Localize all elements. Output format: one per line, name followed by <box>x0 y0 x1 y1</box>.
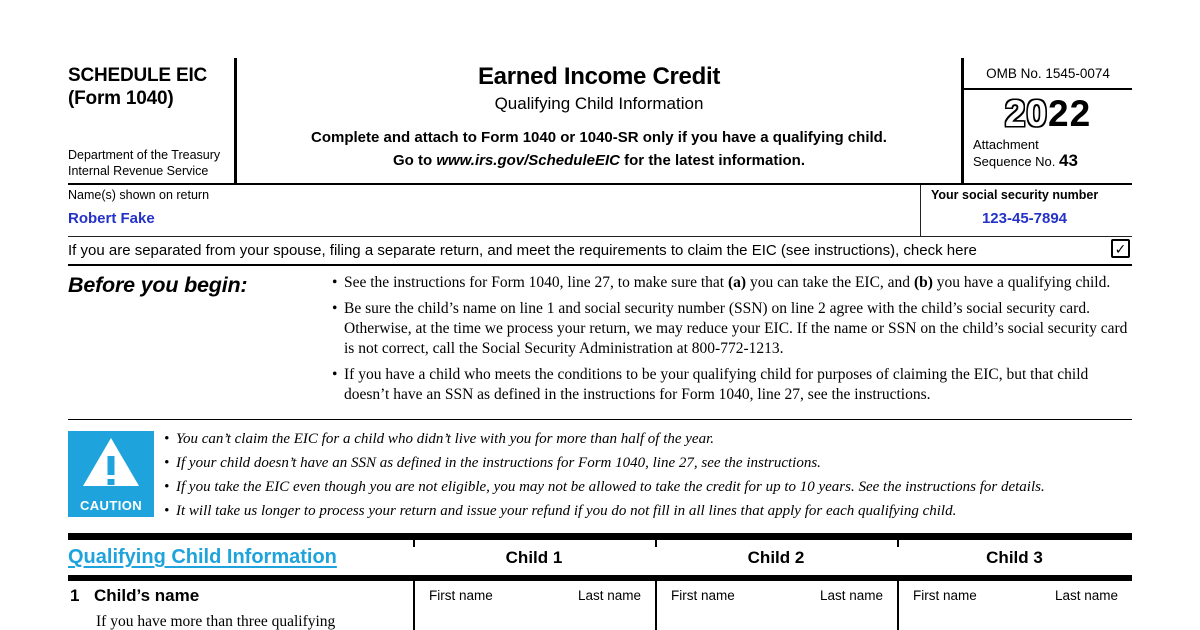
attach-instruction: Complete and attach to Form 1040 or 1040-SR only if you have a qualifying child. <box>311 129 887 146</box>
goto-prefix: Go to <box>393 152 437 169</box>
check-icon: ✓ <box>1114 240 1127 257</box>
caution-icon <box>68 431 154 517</box>
sequence-number-value: 43 <box>1059 151 1078 170</box>
form-id-block <box>68 58 237 183</box>
form-header <box>68 58 1132 185</box>
child-2-header: Child 2 <box>747 547 805 567</box>
qualifying-child-header-row <box>68 540 1132 575</box>
line-number: 1 <box>70 586 80 605</box>
child1-name-field[interactable] <box>413 581 655 630</box>
qualifying-child-info-link[interactable]: Qualifying Child Information <box>68 546 337 568</box>
separated-row <box>68 237 1132 266</box>
child-3-header: Child 3 <box>986 547 1043 567</box>
taxpayer-name-field[interactable]: Robert Fake <box>68 210 155 227</box>
table-row-childs-name <box>68 581 1132 630</box>
goto-instruction <box>237 149 961 172</box>
row1-label: Child’s name <box>94 586 200 605</box>
goto-suffix: for the latest information. <box>619 152 805 169</box>
child-1-header: Child 1 <box>505 547 563 567</box>
form-title-block <box>237 58 961 183</box>
first-name-label: First name <box>429 588 493 603</box>
name-cell <box>68 185 920 236</box>
ssn-label: Your social security number <box>931 188 1099 202</box>
sequence-number: Sequence No. 43 <box>973 151 1078 170</box>
year-outline-digits: 20 <box>1004 93 1048 134</box>
caution-bullet-1: • You can’t claim the EIC for a child who didn’t live with you for more than half of the year. <box>162 427 1132 451</box>
exclamation-dot <box>108 479 115 485</box>
before-you-begin-bullets <box>330 266 1132 419</box>
section-divider-bar <box>68 533 1132 540</box>
ssn-cell <box>920 185 1132 236</box>
instruction-bullet-1: • See the instructions for Form 1040, line 27, to make sure that (a) you can take the EIC, and (b) you have a qualifying child. <box>330 273 1130 293</box>
caution-bullet-3: • If you take the EIC even though you are not eligible, you may not be allowed to take the credit for up to 10 years. See the instructions for details. <box>162 475 1132 499</box>
last-name-label: Last name <box>819 588 883 603</box>
instruction-bullet-2: • Be sure the child’s name on line 1 and social security number (SSN) on line 2 agree with the child’s social security card. Otherwise, at the time we process your return, we may reduce your EIC. If the name or SSN on the child’s social security card is not correct, call the Social Security Administration at 800-772-1213. <box>330 299 1130 359</box>
before-you-begin-heading: Before you begin: <box>68 273 248 297</box>
row1-label-cell <box>68 581 413 630</box>
year-bold-digits: 22 <box>1048 93 1092 134</box>
agency-line-2: Internal Revenue Service <box>68 164 209 178</box>
first-name-label: First name <box>671 588 735 603</box>
separated-instruction: If you are separated from your spouse, filing a separate return, and meet the requirements to claim the EIC (see instructions), check here <box>68 242 977 259</box>
agency-line-1: Department of the Treasury <box>68 148 221 162</box>
before-you-begin-section <box>68 266 1132 420</box>
child3-name-field[interactable] <box>897 581 1132 630</box>
irs-url: www.irs.gov/ScheduleEIC <box>436 152 620 169</box>
omb-number: OMB No. 1545-0074 <box>964 58 1132 90</box>
form-sheet <box>68 58 1132 630</box>
name-ssn-row <box>68 185 1132 237</box>
row1-note: If you have more than three qualifying <box>96 613 336 630</box>
caution-bullet-2: • If your child doesn’t have an SSN as defined in the instructions for Form 1040, line 27, see the instructions. <box>162 451 1132 475</box>
separated-checkbox[interactable] <box>1111 239 1130 258</box>
last-name-label: Last name <box>577 588 641 603</box>
page-title: Earned Income Credit <box>477 63 721 90</box>
form-subtitle: Qualifying Child Information <box>494 94 704 113</box>
schedule-label: SCHEDULE EIC <box>68 65 208 86</box>
ssn-field[interactable]: 123-45-7894 <box>981 210 1068 227</box>
name-label: Name(s) shown on return <box>68 188 210 202</box>
child2-name-field[interactable] <box>655 581 897 630</box>
caution-bullet-4: • It will take us longer to process your return and issue your refund if you do not fill in all lines that apply for each qualifying child. <box>162 499 1132 523</box>
caution-bullets <box>162 420 1132 533</box>
caution-label: CAUTION <box>79 498 143 513</box>
omb-year-block <box>961 58 1132 183</box>
first-name-label: First name <box>913 588 977 603</box>
attachment-label: Attachment <box>973 137 1039 152</box>
caution-section <box>68 420 1132 533</box>
instruction-bullet-3: • If you have a child who meets the conditions to be your qualifying child for purposes of claiming the EIC, but that child doesn’t have an SSN as defined in the instructions for Form 1040, line 27, see the instructions. <box>330 365 1130 405</box>
exclamation-icon <box>108 456 115 475</box>
last-name-label: Last name <box>1054 588 1118 603</box>
tax-year <box>964 94 1132 134</box>
form-number-label: (Form 1040) <box>68 88 174 109</box>
